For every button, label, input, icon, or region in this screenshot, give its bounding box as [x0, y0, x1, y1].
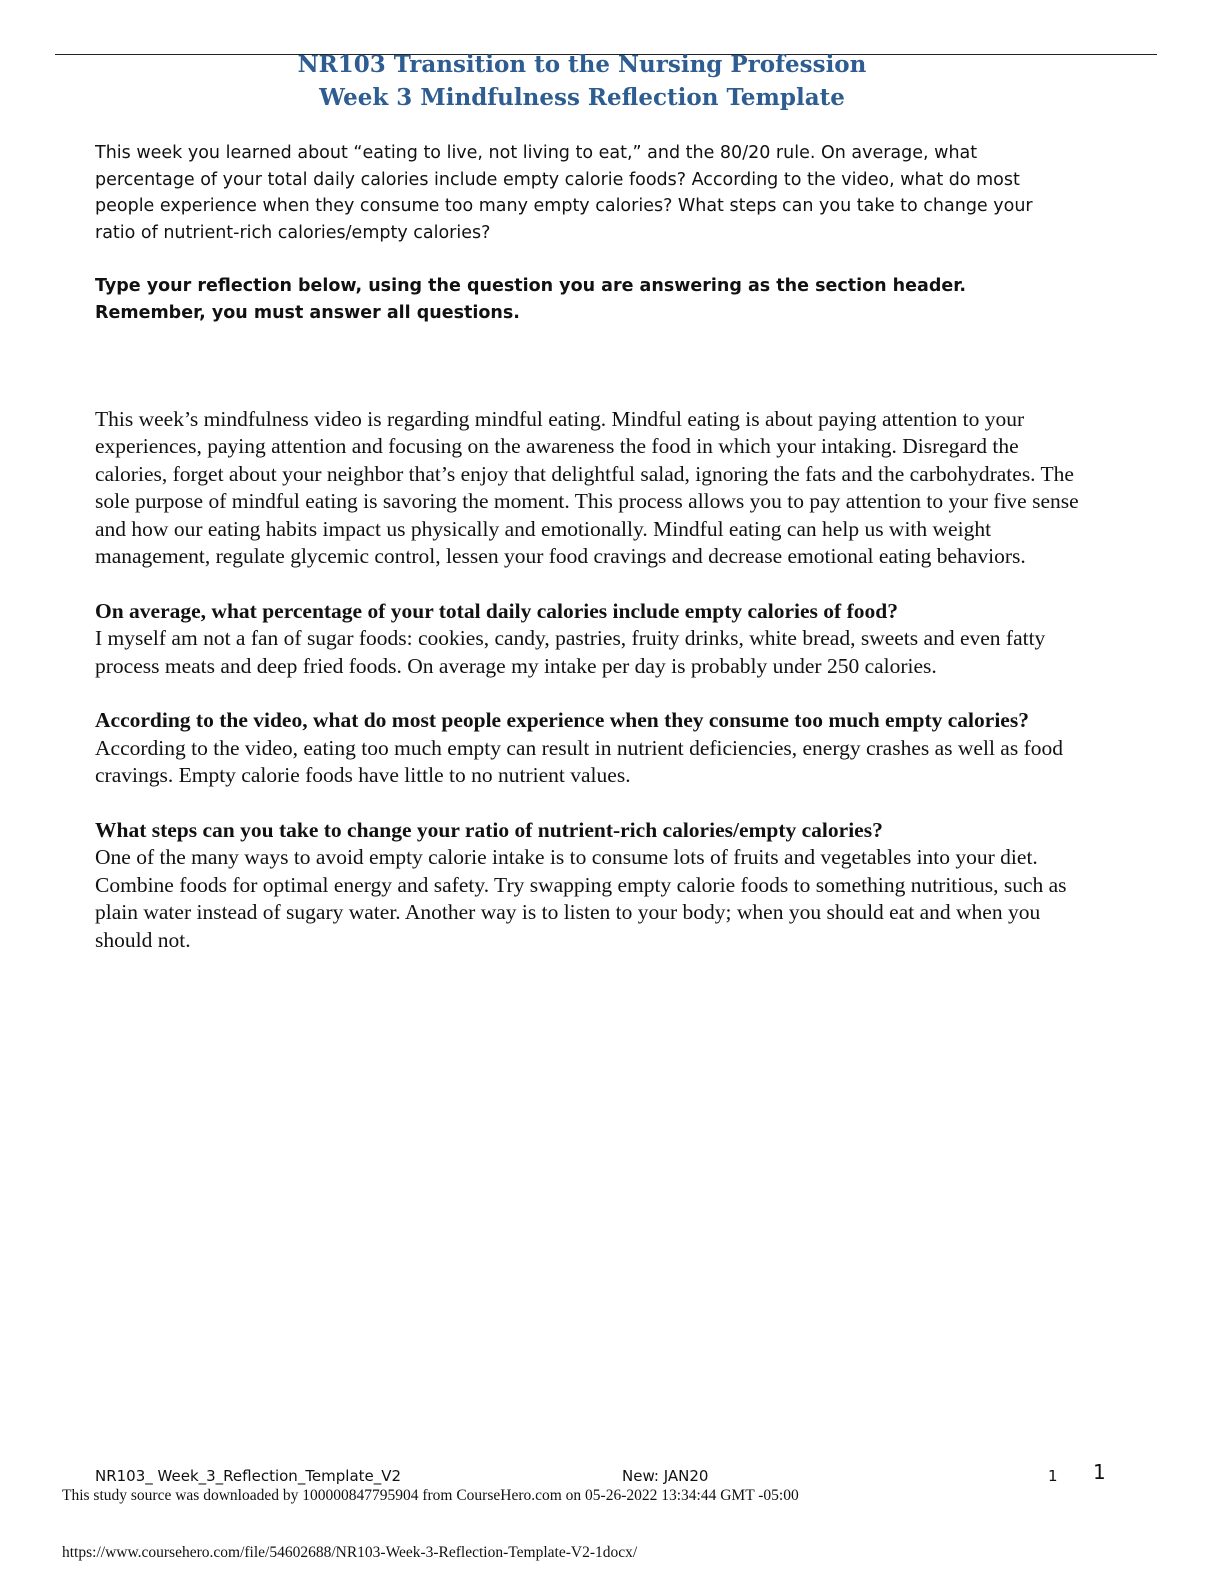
reflection-section: [95, 707, 1085, 789]
footer-version: New: JAN20: [622, 1467, 709, 1485]
section-question: On average, what percentage of your total daily calories include empty calories of food?: [95, 598, 898, 623]
title-line-1: NR103 Transition to the Nursing Profession: [297, 51, 867, 78]
reflection-opening: This week’s mindfulness video is regarding mindful eating. Mindful eating is about paying attention to your experiences, paying attention and focusing on the awareness the food in which your intaking. Disregard the calories, forget about your neighbor that’s enjoy that delightful salad, ignoring the fats and the carbohydrates. The sole purpose of mindful eating is savoring the moment. This process allows you to pay attention to your five sense and how our eating habits impact us physically and emotionally. Mindful eating can help us with weight management, regulate glycemic control, lessen your food cravings and decrease emotional eating behaviors.: [95, 407, 1079, 569]
download-notice: This study source was downloaded by 100000847795904 from CourseHero.com on 05-26-2022 13:34:44 GMT -05:00: [62, 1487, 799, 1504]
section-answer: According to the video, eating too much empty can result in nutrient deficiencies, energy crashes as well as food cravings. Empty calorie foods have little to no nutrient values.: [95, 735, 1063, 788]
reflection-instruction: Type your reflection below, using the question you are answering as the section header. Remember, you must answer all questions.: [95, 276, 966, 323]
section-question: What steps can you take to change your ratio of nutrient-rich calories/empty calories?: [95, 818, 883, 843]
section-answer: I myself am not a fan of sugar foods: cookies, candy, pastries, fruity drinks, white bread, sweets and even fatty process meats and deep fried foods. On average my intake per day is probably under 250 calories.: [95, 626, 1046, 678]
page-number-large: 1: [1093, 1460, 1106, 1484]
footer-page-number: 1: [1048, 1467, 1058, 1485]
reflection-section: [95, 817, 1085, 954]
section-answer: One of the many ways to avoid empty calorie intake is to consume lots of fruits and vegetables into your diet. Combine foods for optimal energy and safety. Try swapping empty calorie foods to something nutritious, such as plain water instead of sugary water. Another way is to listen to your body; when you should eat and when you should not.: [95, 845, 1067, 952]
footer-filename: NR103_ Week_3_Reflection_Template_V2: [95, 1467, 402, 1485]
reflection-section: [95, 598, 1085, 680]
intro-prompt: This week you learned about “eating to live, not living to eat,” and the 80/20 rule. On average, what percentage of your total daily calories include empty calorie foods? According to the video, what do most people experience when they consume too many empty calories? What steps can you take to change your ratio of nutrient-rich calories/empty calories?: [95, 143, 1033, 243]
source-url[interactable]: https://www.coursehero.com/file/54602688/NR103-Week-3-Reflection-Template-V2-1docx/: [62, 1544, 638, 1561]
title-line-2: Week 3 Mindfulness Reflection Template: [319, 84, 845, 111]
document-title: [0, 48, 1164, 114]
reflection-body: [95, 406, 1085, 981]
page-footer: [0, 1467, 1224, 1487]
section-question: According to the video, what do most people experience when they consume too much empty calories?: [95, 708, 1029, 733]
